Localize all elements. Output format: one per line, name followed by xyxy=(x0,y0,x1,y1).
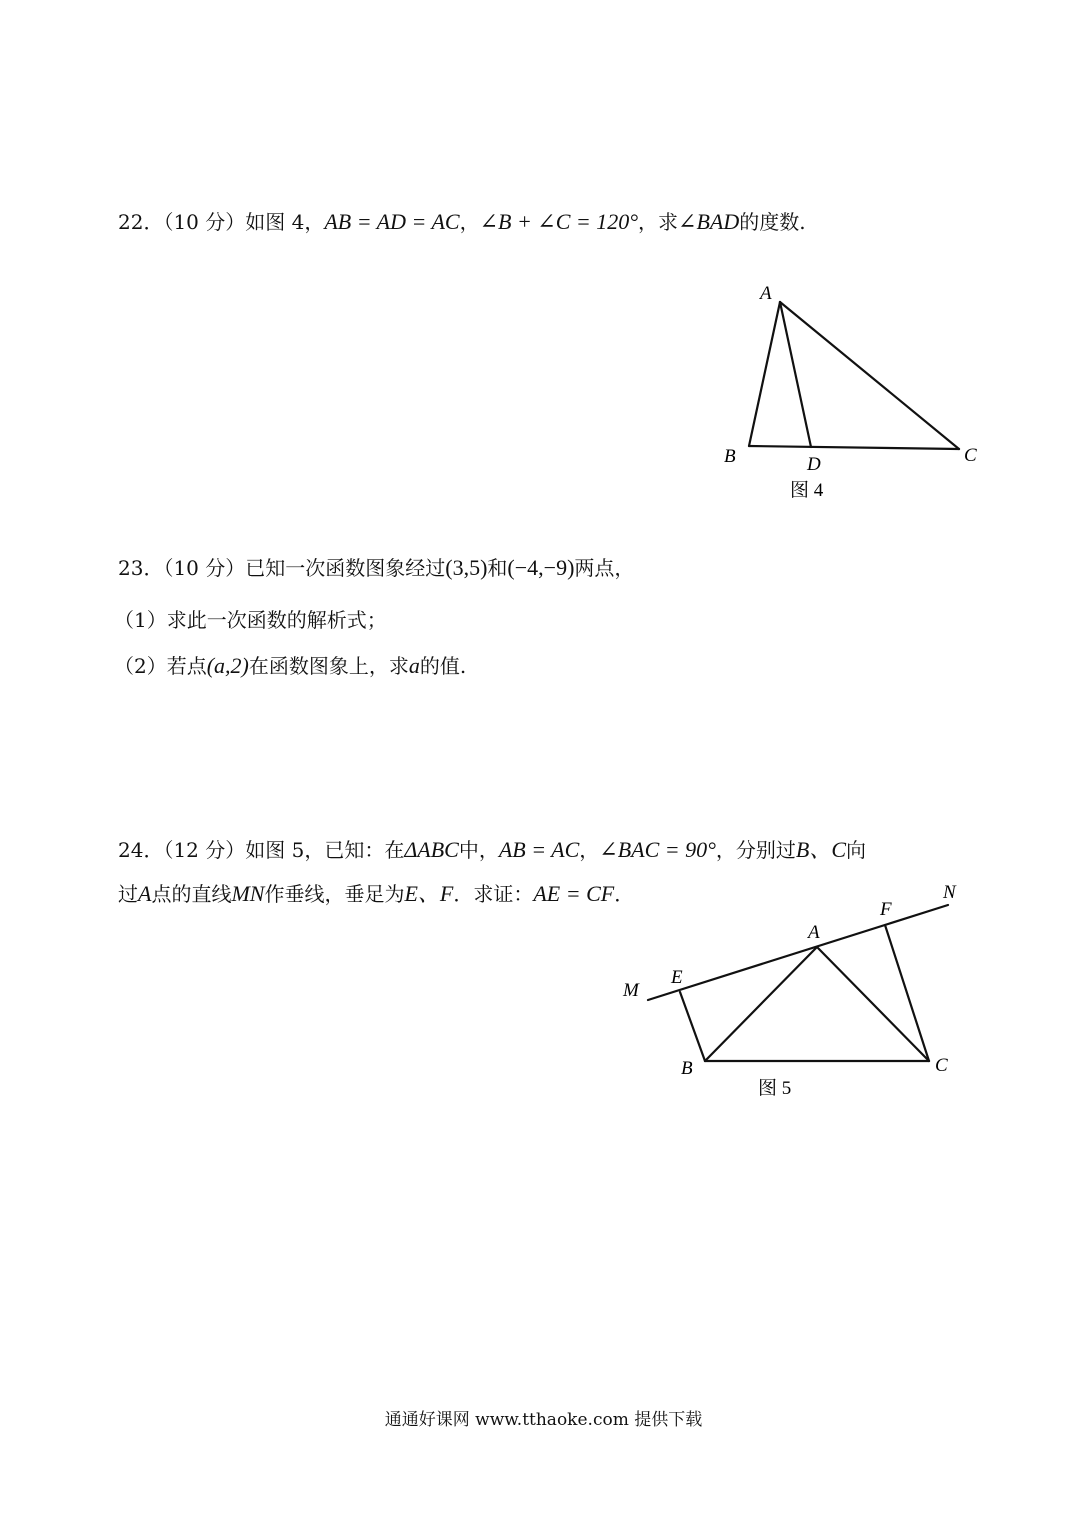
q24-equation-2: ∠BAC = 90° xyxy=(599,837,716,862)
q24-line2-text-c: 作垂线，垂足为 xyxy=(264,882,405,906)
question-24 xyxy=(118,836,866,864)
q23-point-2: (−4,−9) xyxy=(507,555,575,580)
q23-score: （10 分） xyxy=(163,556,246,580)
q23-sub2-point: (a,2) xyxy=(206,653,249,678)
q24-score: （12 分） xyxy=(163,838,246,862)
q23-text-1: 已知一次函数图象经过 xyxy=(245,556,446,580)
q24-text-4: 向 xyxy=(846,838,867,862)
q24-line2-point-a: A xyxy=(138,881,152,906)
fig5-label-e: E xyxy=(671,967,683,988)
q23-point-1: (3,5) xyxy=(445,555,488,580)
fig5-caption: 图 5 xyxy=(758,1078,792,1099)
q24-line2-text-a: 过 xyxy=(118,882,138,906)
fig4-label-b: B xyxy=(724,446,736,467)
q24-points-bc: B、C xyxy=(795,837,847,862)
fig5-label-b: B xyxy=(681,1058,693,1079)
fig4-segment-ab xyxy=(749,302,780,446)
q23-text-2: 和 xyxy=(487,556,508,580)
q24-text-1: 如图 5，已知：在 xyxy=(245,838,405,862)
fig5-label-n: N xyxy=(943,882,956,903)
fig5-label-m: M xyxy=(623,980,639,1001)
figure-4-diagram xyxy=(715,280,1015,510)
fig5-line-mn xyxy=(648,905,948,1000)
fig5-segment-be xyxy=(680,992,705,1061)
q24-line2-text-e: ． xyxy=(614,882,635,906)
q24-separator: ， xyxy=(579,838,600,862)
question-22 xyxy=(118,208,806,236)
fig4-segment-bc xyxy=(749,446,959,449)
q24-line2-text-d: ．求证： xyxy=(453,882,534,906)
q22-equation-3: ∠BAD xyxy=(678,209,740,234)
q22-equation-1: AB = AD = AC xyxy=(324,209,460,234)
q24-text-3: ，分别过 xyxy=(715,838,796,862)
q22-text-1: 如图 4， xyxy=(245,210,325,234)
fig4-label-d: D xyxy=(807,454,821,475)
q24-line2-text-b: 点的直线 xyxy=(151,882,232,906)
fig5-label-a: A xyxy=(808,922,820,943)
fig4-label-a: A xyxy=(760,283,772,304)
q22-score: （10 分） xyxy=(163,210,246,234)
q22-text-2: ，求 xyxy=(638,210,679,234)
q22-equation-2: ∠B + ∠C = 120° xyxy=(479,209,639,234)
q23-sub2-text-b: 在函数图象上，求 xyxy=(248,654,409,678)
q22-text-3: 的度数. xyxy=(739,210,806,234)
q22-separator: ， xyxy=(459,210,480,234)
q24-number: 24． xyxy=(118,838,164,862)
q23-number: 23． xyxy=(118,556,164,580)
question-23 xyxy=(118,554,634,582)
fig4-label-c: C xyxy=(964,445,977,466)
q24-triangle: ΔABC xyxy=(404,837,459,862)
fig5-label-f: F xyxy=(880,899,892,920)
page-footer: 通通好课网 www.tthaoke.com 提供下载 xyxy=(384,1410,703,1430)
fig5-segment-ac xyxy=(817,947,929,1061)
q23-subquestion-1: （1）求此一次函数的解析式； xyxy=(114,608,387,632)
q22-number: 22． xyxy=(118,210,164,234)
q24-equation-1: AB = AC xyxy=(498,837,580,862)
q24-line2-line-mn: MN xyxy=(231,881,265,906)
fig5-segment-cf xyxy=(885,925,929,1061)
q23-subquestion-2 xyxy=(114,652,466,680)
q24-line2-equation: AE = CF xyxy=(533,881,615,906)
fig5-label-c: C xyxy=(935,1055,948,1076)
q23-sub2-text-c: 的值. xyxy=(419,654,467,678)
figure-5-diagram xyxy=(615,875,975,1105)
q23-sub2-variable: a xyxy=(408,653,420,678)
q23-text-3: 两点， xyxy=(574,556,635,580)
q23-sub2-text-a: （2）若点 xyxy=(114,654,207,678)
q24-line2-points-ef: E、F xyxy=(404,881,454,906)
fig4-caption: 图 4 xyxy=(790,480,824,501)
q24-text-2: 中， xyxy=(458,838,499,862)
question-24-line-2 xyxy=(118,880,634,908)
